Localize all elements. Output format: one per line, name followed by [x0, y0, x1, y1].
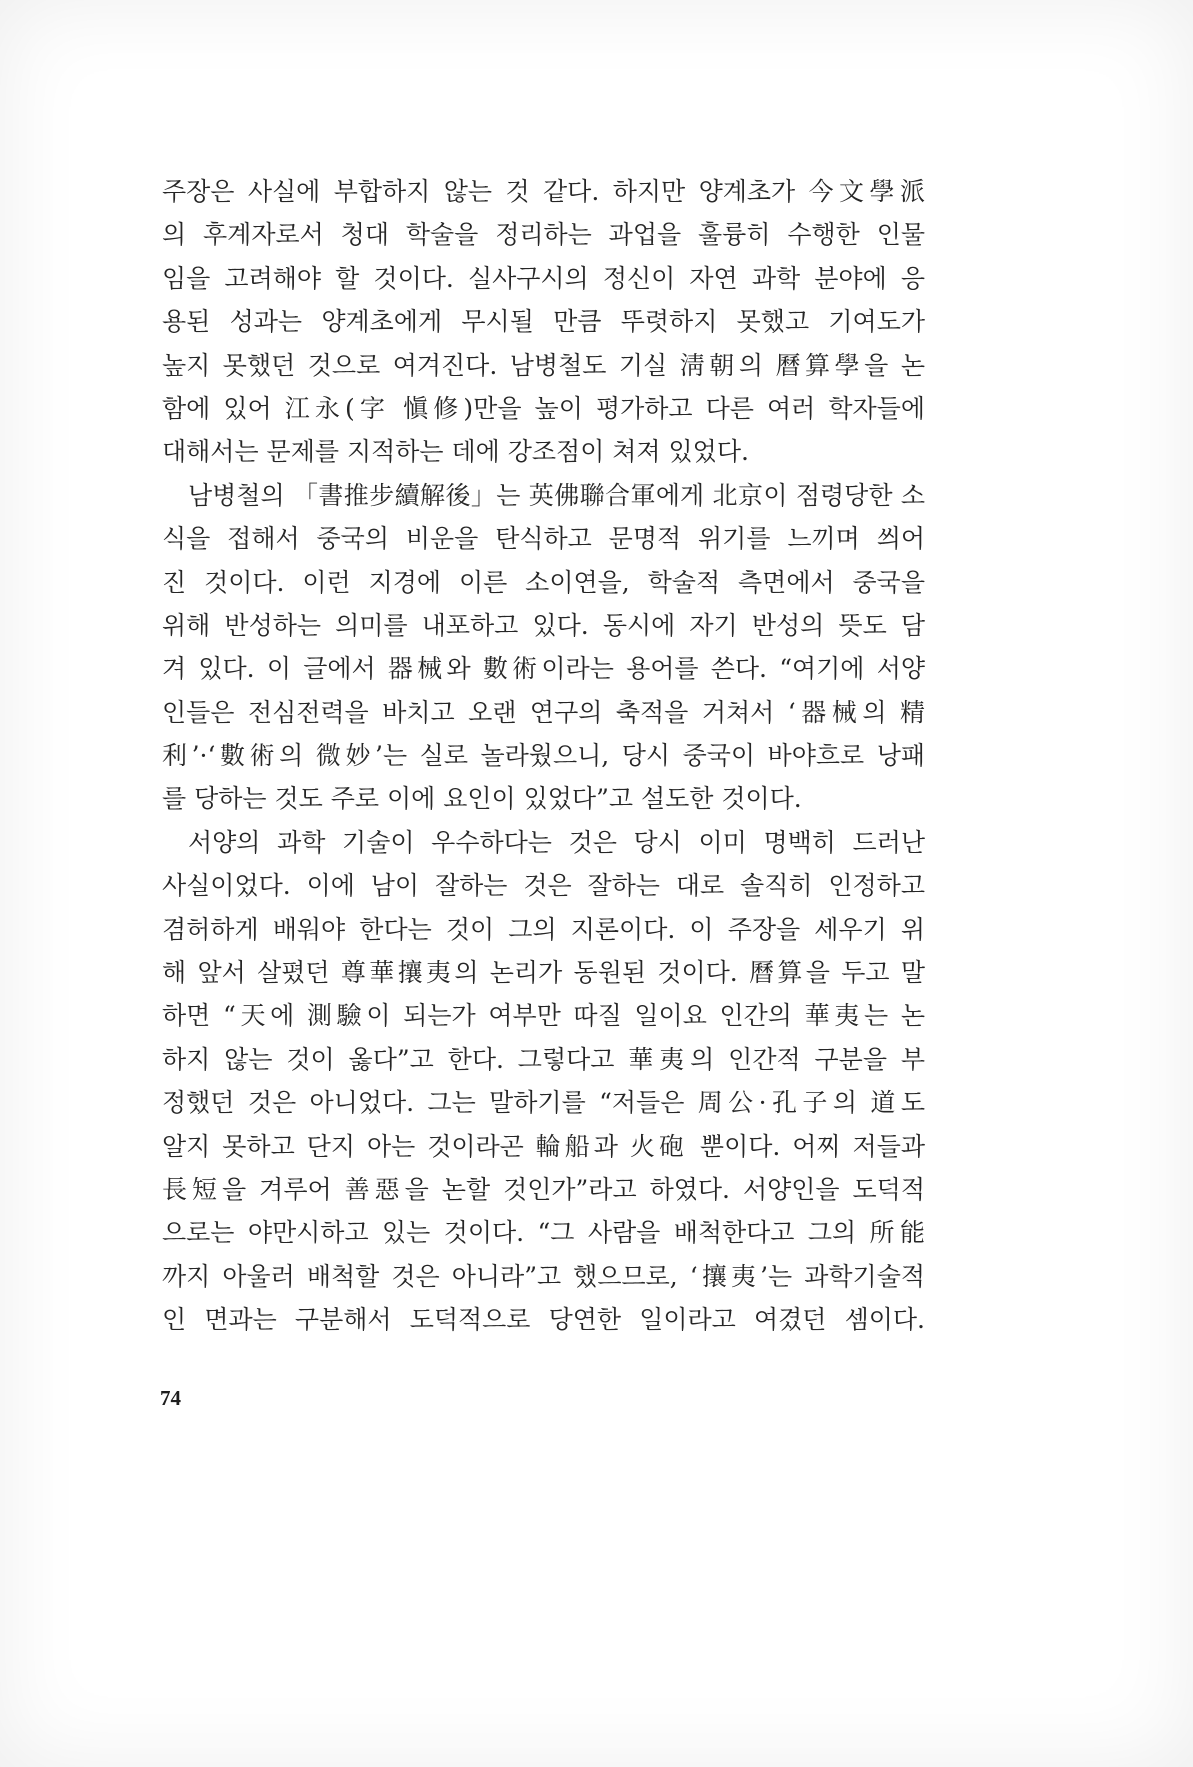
text-line: 하지 않는 것이 옳다”고 한다. 그렇다고 華夷의 인간적 구분을 부: [162, 1044, 925, 1074]
text-line: 인들은 전심전력을 바치고 오랜 연구의 축적을 거쳐서 ‘器械의 精: [162, 697, 925, 727]
text-line: 으로는 야만시하고 있는 것이다. “그 사람을 배척한다고 그의 所能: [162, 1218, 925, 1248]
text-line: 위해 반성하는 의미를 내포하고 있다. 동시에 자기 반성의 뜻도 담: [162, 610, 925, 640]
text-line: 겨 있다. 이 글에서 器械와 數術이라는 용어를 쓴다. “여기에 서양: [162, 654, 925, 684]
text-line: 利’·‘數術의 微妙’는 실로 놀라웠으니, 당시 중국이 바야흐로 낭패: [162, 741, 925, 771]
paragraph-2: [162, 474, 925, 821]
text-line: 를 당하는 것도 주로 이에 요인이 있었다”고 설도한 것이다.: [162, 784, 802, 814]
text-line: 해 앞서 살폈던 尊華攘夷의 논리가 동원된 것이다. 曆算을 두고 말: [162, 958, 925, 988]
text-line: 주장은 사실에 부합하지 않는 것 같다. 하지만 양계초가 今文學派: [162, 177, 925, 206]
text-line: 의 후계자로서 청대 학술을 정리하는 과업을 훌륭히 수행한 인물: [162, 220, 925, 250]
text-line: 임을 고려해야 할 것이다. 실사구시의 정신이 자연 과학 분야에 응: [162, 263, 925, 293]
text-line: 長短을 겨루어 善惡을 논할 것인가”라고 하였다. 서양인을 도덕적: [162, 1174, 925, 1204]
text-line: 남병철의 「書推步續解後」는 英佛聯合軍에게 北京이 점령당한 소: [188, 480, 925, 510]
paragraph-1: [162, 170, 925, 474]
text-line: 서양의 과학 기술이 우수하다는 것은 당시 이미 명백히 드러난: [188, 827, 925, 857]
text-line: 알지 못하고 단지 아는 것이라곤 輪船과 火砲 뿐이다. 어찌 저들과: [162, 1131, 925, 1161]
page-number: 74: [160, 1386, 181, 1410]
text-line: 높지 못했던 것으로 여겨진다. 남병철도 기실 淸朝의 曆算學을 논: [162, 350, 925, 380]
paragraph-3: [162, 821, 925, 1342]
text-line: 진 것이다. 이런 지경에 이른 소이연을, 학술적 측면에서 중국을: [162, 567, 925, 597]
text-line: 정했던 것은 아니었다. 그는 말하기를 “저들은 周公·孔子의 道도: [162, 1088, 925, 1118]
body-text: [162, 170, 925, 1342]
text-line: 겸허하게 배워야 한다는 것이 그의 지론이다. 이 주장을 세우기 위: [162, 914, 925, 944]
text-line: 까지 아울러 배척할 것은 아니라”고 했으므로, ‘攘夷’는 과학기술적: [162, 1261, 925, 1291]
text-line: 사실이었다. 이에 남이 잘하는 것은 잘하는 대로 솔직히 인정하고: [162, 871, 925, 901]
text-line: 하면 “天에 測驗이 되는가 여부만 따질 일이요 인간의 華夷는 논: [162, 1001, 925, 1031]
text-line: 인 면과는 구분해서 도덕적으로 당연한 일이라고 여겼던 셈이다.: [162, 1305, 925, 1335]
text-line: 용된 성과는 양계초에게 무시될 만큼 뚜렷하지 못했고 기여도가: [162, 307, 925, 337]
text-line: 대해서는 문제를 지적하는 데에 강조점이 쳐져 있었다.: [162, 437, 749, 467]
text-line: 식을 접해서 중국의 비운을 탄식하고 문명적 위기를 느끼며 씌어: [162, 524, 925, 554]
text-line: 함에 있어 江永(字 愼修)만을 높이 평가하고 다른 여러 학자들에: [162, 393, 925, 423]
